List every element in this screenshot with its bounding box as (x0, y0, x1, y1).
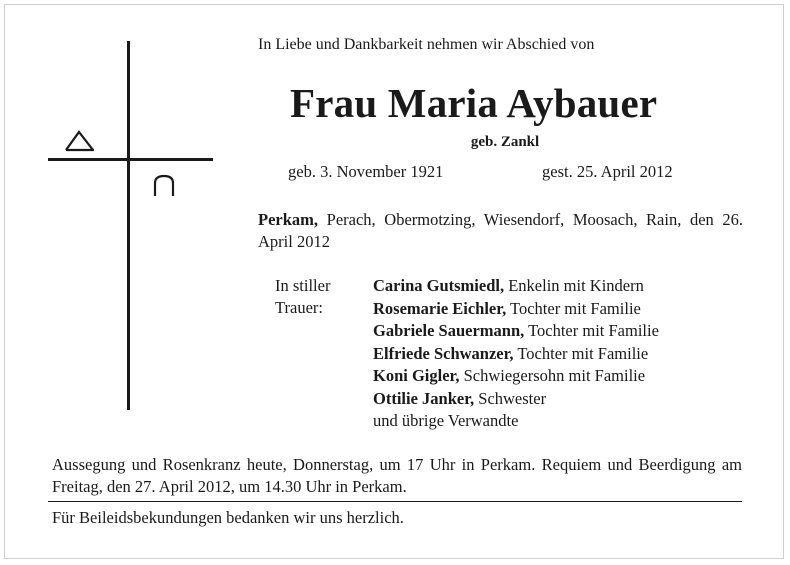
mourner-relation: Schwiegersohn mit Familie (463, 366, 646, 385)
mourner-relation: und übrige Verwandte (373, 411, 519, 430)
places-rest: Perach, Obermotzing, Wiesendorf, Moosach, Rain, den 26. April 2012 (258, 210, 744, 251)
mourner-relation: Schwester (478, 388, 547, 408)
omega-symbol-icon (151, 173, 177, 199)
mourner-name: Ottilie Janker, (373, 388, 475, 408)
mourner-relation: Tochter mit Familie (528, 321, 659, 340)
cross-vertical-bar (127, 41, 130, 410)
mourning-label-line: Trauer: (275, 298, 323, 317)
birth-date: geb. 3. November 1921 (288, 162, 444, 181)
mourner-name: Carina Gutsmiedl, (373, 276, 505, 295)
mourner-name: Rosemarie Eichler, (373, 298, 507, 318)
maiden-name-text: geb. Zankl (470, 134, 540, 150)
mourner-name: Elfriede Schwanzer, (373, 343, 514, 363)
maiden-name (0, 134, 790, 151)
mourner-name: Gabriele Sauermann, (373, 321, 525, 340)
deceased-name: Frau Maria Aybauer (290, 80, 658, 126)
mourner-row (373, 365, 659, 388)
places-lead: Perkam, (258, 210, 319, 229)
thanks-text: Für Beileidsbekundungen bedanken wir uns herzlich. (52, 508, 404, 527)
mourner-row (373, 275, 659, 298)
mourner-row (373, 410, 659, 433)
divider-line (48, 501, 742, 502)
mourner-relation: Tochter mit Familie (517, 343, 649, 363)
mourner-row (373, 298, 659, 321)
mourner-relation: Enkelin mit Kindern (508, 276, 644, 295)
mourning-label (275, 275, 330, 319)
mourner-relation: Tochter mit Familie (510, 298, 641, 318)
cross-horizontal-bar (48, 158, 213, 161)
death-date: gest. 25. April 2012 (542, 162, 673, 181)
mourner-row (373, 388, 659, 411)
mourner-name: Koni Gigler, (373, 366, 460, 385)
mourner-row (373, 343, 659, 366)
places-line (258, 209, 743, 253)
mourner-row (373, 320, 659, 343)
mourning-label-line: In stiller (275, 276, 331, 295)
mourners-list (373, 275, 659, 433)
intro-text: In Liebe und Dankbarkeit nehmen wir Abschied von (258, 36, 595, 53)
service-text: Aussegung und Rosenkranz heute, Donnerstag, um 17 Uhr in Perkam. Requiem und Beerdigung am Freitag, den 27. April 2012, um 14.30 Uhr in Perkam. (52, 455, 742, 496)
